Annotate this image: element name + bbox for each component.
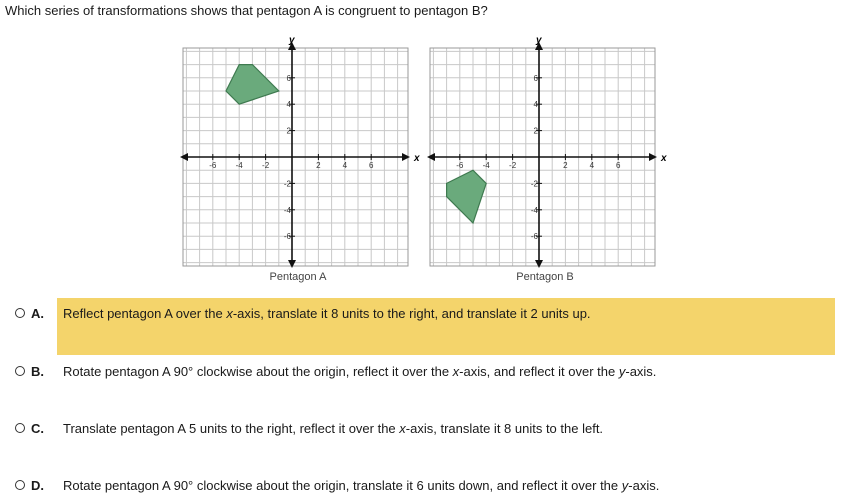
y-axis-label: y bbox=[289, 35, 295, 46]
x-axis-label: x bbox=[661, 153, 667, 164]
caption-pentagon-a: Pentagon A bbox=[269, 271, 327, 283]
option-text: Reflect pentagon A over the x-axis, translate it 8 units to the right, and translate it 2 units up. bbox=[63, 306, 591, 321]
x-tick-label: -2 bbox=[262, 161, 270, 170]
y-tick-label: 6 bbox=[286, 73, 291, 83]
y-tick-label: -2 bbox=[283, 179, 291, 189]
x-tick-label: 2 bbox=[316, 161, 321, 170]
x-tick-label: -2 bbox=[509, 161, 517, 170]
caption-pentagon-b: Pentagon B bbox=[516, 271, 574, 283]
pentagon-shape bbox=[447, 170, 487, 223]
y-tick-label: -6 bbox=[530, 232, 538, 242]
x-tick-label: 6 bbox=[615, 161, 621, 170]
x-tick-label: -4 bbox=[482, 161, 490, 170]
x-axis-arrow bbox=[427, 153, 435, 161]
pentagon-shape bbox=[226, 65, 279, 105]
graph-pentagon-b bbox=[427, 35, 667, 268]
x-tick-label: -6 bbox=[456, 161, 464, 170]
y-tick-label: 4 bbox=[286, 100, 291, 110]
x-tick-label: -4 bbox=[235, 161, 243, 170]
y-tick-label: 6 bbox=[533, 73, 538, 83]
option-text: Rotate pentagon A 90° clockwise about the origin, translate it 6 units down, and reflect it over the y-axis. bbox=[63, 478, 660, 493]
x-axis-arrow bbox=[402, 153, 410, 161]
question-text: Which series of transformations shows that pentagon A is congruent to pentagon B? bbox=[5, 3, 488, 18]
x-axis-arrow bbox=[180, 153, 188, 161]
y-tick-label: -6 bbox=[283, 232, 291, 242]
x-axis-label: x bbox=[414, 153, 420, 164]
y-axis-arrow bbox=[535, 260, 543, 268]
option-letter: C. bbox=[31, 421, 44, 436]
y-tick-label: -4 bbox=[283, 205, 291, 215]
radio-d[interactable] bbox=[15, 480, 25, 490]
radio-c[interactable] bbox=[15, 423, 25, 433]
y-axis-label: y bbox=[536, 35, 542, 46]
graph-pentagon-a bbox=[180, 35, 420, 268]
y-tick-label: -4 bbox=[530, 205, 538, 215]
x-tick-label: 6 bbox=[368, 161, 374, 170]
y-tick-label: -2 bbox=[530, 179, 538, 189]
x-tick-label: 2 bbox=[563, 161, 568, 170]
option-text: Rotate pentagon A 90° clockwise about the origin, reflect it over the x-axis, and reflect it over the y-axis. bbox=[63, 364, 657, 379]
option-letter: A. bbox=[31, 306, 44, 321]
radio-b[interactable] bbox=[15, 366, 25, 376]
x-tick-label: 4 bbox=[589, 161, 595, 170]
y-tick-label: 2 bbox=[286, 126, 291, 136]
option-letter: D. bbox=[31, 478, 44, 493]
x-tick-label: -6 bbox=[209, 161, 217, 170]
y-tick-label: 2 bbox=[533, 126, 538, 136]
option-text: Translate pentagon A 5 units to the right, reflect it over the x-axis, translate it 8 units to the left. bbox=[63, 421, 604, 436]
x-tick-label: 4 bbox=[342, 161, 348, 170]
option-letter: B. bbox=[31, 364, 44, 379]
y-axis-arrow bbox=[288, 260, 296, 268]
radio-a[interactable] bbox=[15, 308, 25, 318]
y-tick-label: 4 bbox=[533, 100, 538, 110]
x-axis-arrow bbox=[649, 153, 657, 161]
